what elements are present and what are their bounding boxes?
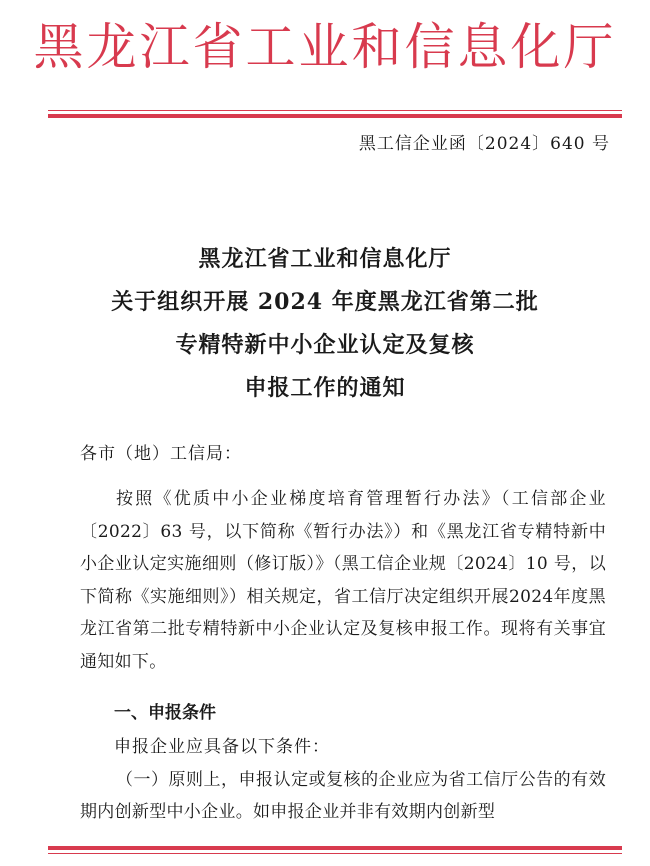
issuing-organization-header: 黑龙江省工业和信息化厅: [33, 18, 617, 76]
salutation: 各市（地）工信局：: [80, 444, 242, 464]
section-heading: 一、申报条件: [114, 703, 216, 723]
title-line: 关于组织开展 2024 年度黑龙江省第二批: [111, 289, 539, 315]
footer-divider-thick: [48, 846, 622, 850]
document-number: 黑工信企业函〔2024〕640 号: [358, 134, 610, 154]
body-paragraph-3: （一）原则上，申报认定或复核的企业应为省工信厅公告的有效期内创新型中小企业。如申报企业并非有效期内创新型: [80, 770, 606, 822]
header-divider-thin: [48, 110, 622, 111]
title-line: 专精特新中小企业认定及复核: [175, 332, 475, 358]
body-paragraph-2: 申报企业应具备以下条件：: [114, 737, 330, 757]
document-title: [0, 238, 650, 410]
footer-divider-thin: [48, 853, 622, 854]
title-line: 申报工作的通知: [244, 375, 406, 401]
header-divider-thick: [48, 114, 622, 118]
body-paragraph-1: 按照《优质中小企业梯度培育管理暂行办法》（工信部企业〔2022〕63 号，以下简称《暂行办法》）和《黑龙江省专精特新中小企业认定实施细则（修订版）》（黑工信企业规〔2024〕10 号，以下简称《实施细则》）相关规定，省工信厅决定组织开展2024年度黑龙江省第二批专精特新中小企业认定及复核申报工作。现将有关事宜通知如下。: [80, 489, 606, 672]
title-line: 黑龙江省工业和信息化厅: [198, 246, 452, 272]
